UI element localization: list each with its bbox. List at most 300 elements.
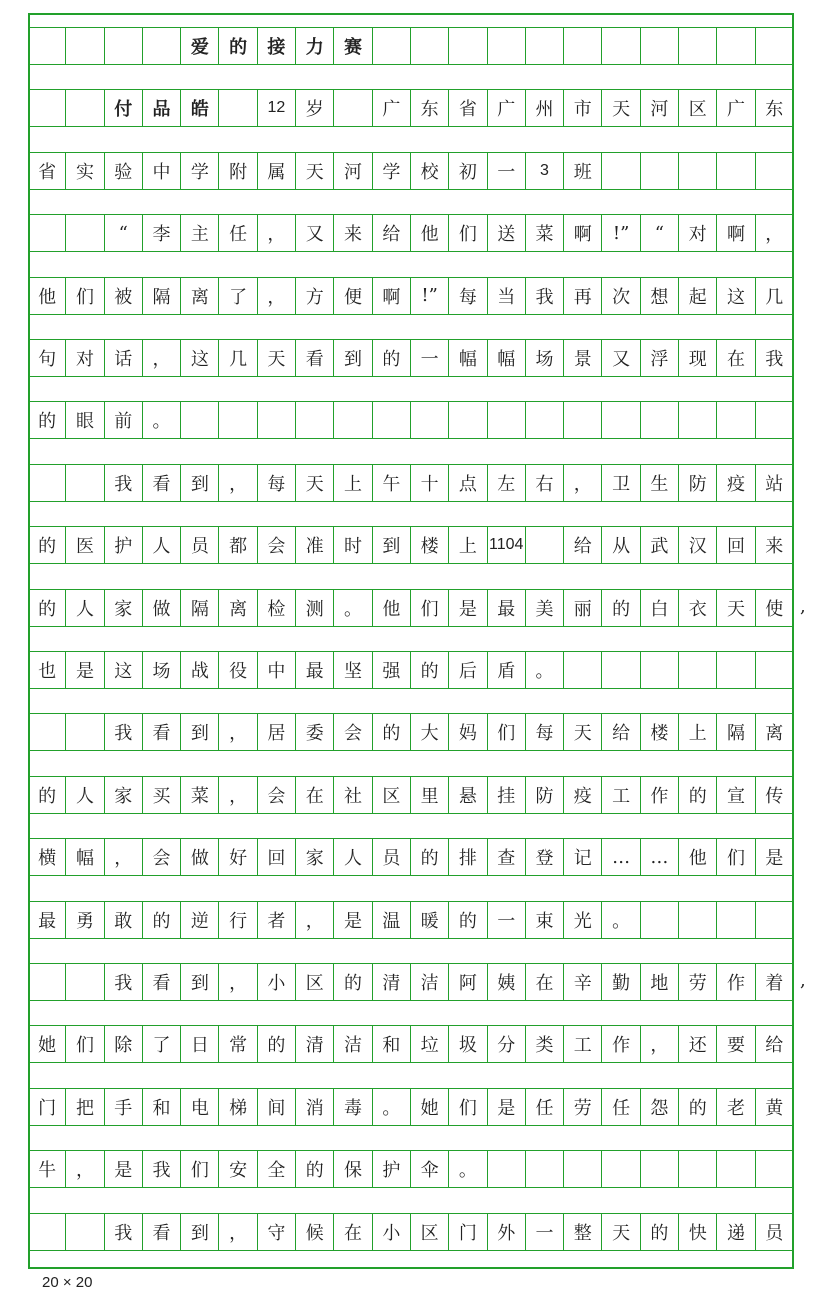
grid-cell: 垃 <box>411 1025 449 1063</box>
grid-cell: 老 <box>717 1088 755 1126</box>
grid-cell: 电 <box>181 1088 219 1126</box>
grid-cell: !” <box>411 277 449 315</box>
grid-cell <box>488 401 526 439</box>
grid-cell: 快 <box>679 1213 717 1251</box>
grid-cell <box>679 1150 717 1188</box>
grid-cell <box>641 651 679 689</box>
grid-cell: 省 <box>449 89 487 127</box>
grid-cell: 左 <box>488 464 526 502</box>
grid-cell: 姨 <box>488 963 526 1001</box>
grid-row <box>28 1088 794 1126</box>
grid-cell: 想 <box>641 277 679 315</box>
grid-cell: 品 <box>143 89 181 127</box>
grid-cell: 校 <box>411 152 449 190</box>
grid-cell: 中 <box>258 651 296 689</box>
grid-cell: 当 <box>488 277 526 315</box>
grid-cell: 是 <box>105 1150 143 1188</box>
grid-cell <box>641 27 679 65</box>
grid-cell: 洁 <box>411 963 449 1001</box>
grid-cell: 主 <box>181 214 219 252</box>
grid-cell: 家 <box>296 838 334 876</box>
grid-cell: 来 <box>756 526 794 564</box>
grid-cell: 看 <box>143 464 181 502</box>
grid-cell: 小 <box>258 963 296 1001</box>
grid-cell: 场 <box>526 339 564 377</box>
grid-cell <box>717 651 755 689</box>
grid-cell: 日 <box>181 1025 219 1063</box>
grid-cell: ， <box>641 1025 679 1063</box>
grid-cell: 区 <box>411 1213 449 1251</box>
grid-cell <box>526 401 564 439</box>
grid-cell <box>564 651 602 689</box>
grid-cell <box>756 651 794 689</box>
grid-cell: 回 <box>258 838 296 876</box>
grid-cell: 又 <box>602 339 640 377</box>
grid-cell <box>66 713 104 751</box>
grid-cell <box>526 27 564 65</box>
grid-cell: 保 <box>334 1150 372 1188</box>
grid-cell: 把 <box>66 1088 104 1126</box>
grid-cell: 中 <box>143 152 181 190</box>
grid-cell: 温 <box>373 901 411 939</box>
grid-cell: 排 <box>449 838 487 876</box>
grid-cell: 的 <box>373 339 411 377</box>
grid-cell: 间 <box>258 1088 296 1126</box>
grid-cell: 。 <box>449 1150 487 1188</box>
grid-cell: 区 <box>296 963 334 1001</box>
grid-cell <box>679 401 717 439</box>
grid-cell <box>602 401 640 439</box>
grid-cell: 外 <box>488 1213 526 1251</box>
grid-cell: 和 <box>143 1088 181 1126</box>
grid-cell: 来 <box>334 214 372 252</box>
grid-cell: 他 <box>411 214 449 252</box>
grid-cell: 们 <box>66 277 104 315</box>
grid-cell: 这 <box>105 651 143 689</box>
grid-cell: 楼 <box>641 713 679 751</box>
grid-row <box>28 589 794 627</box>
grid-cell: 人 <box>66 776 104 814</box>
grid-cell: 们 <box>449 1088 487 1126</box>
grid-cell: 的 <box>602 589 640 627</box>
grid-cell <box>28 1213 66 1251</box>
grid-cell: 做 <box>143 589 181 627</box>
grid-cell: 工 <box>602 776 640 814</box>
grid-cell: 做 <box>181 838 219 876</box>
grid-cell: 除 <box>105 1025 143 1063</box>
grid-cell: 悬 <box>449 776 487 814</box>
grid-cell: 景 <box>564 339 602 377</box>
grid-cell: 束 <box>526 901 564 939</box>
grid-cell: 被 <box>105 277 143 315</box>
grid-cell <box>66 89 104 127</box>
grid-cell: 递 <box>717 1213 755 1251</box>
grid-cell <box>411 27 449 65</box>
grid-cell: 的 <box>449 901 487 939</box>
grid-row <box>28 776 794 814</box>
grid-cell: 。 <box>143 401 181 439</box>
grid-cell: 登 <box>526 838 564 876</box>
grid-cell: “ <box>105 214 143 252</box>
grid-cell: 午 <box>373 464 411 502</box>
grid-cell: 班 <box>564 152 602 190</box>
grid-cell: 看 <box>143 1213 181 1251</box>
grid-cell <box>334 89 372 127</box>
grid-cell: 里 <box>411 776 449 814</box>
grid-cell: 还 <box>679 1025 717 1063</box>
grid-cell: 测 <box>296 589 334 627</box>
grid-cell: 使 <box>756 589 794 627</box>
grid-cell: 皓 <box>181 89 219 127</box>
grid-cell: 对 <box>66 339 104 377</box>
grid-cell: 到 <box>373 526 411 564</box>
grid-cell: 查 <box>488 838 526 876</box>
grid-cell <box>756 901 794 939</box>
grid-cell <box>526 1150 564 1188</box>
grid-cell: 的 <box>28 401 66 439</box>
grid-cell: 防 <box>679 464 717 502</box>
grid-cell <box>679 152 717 190</box>
grid-cell <box>143 27 181 65</box>
grid-cell: 。 <box>373 1088 411 1126</box>
grid-cell: 们 <box>717 838 755 876</box>
grid-cell: 离 <box>756 713 794 751</box>
grid-cell: 丽 <box>564 589 602 627</box>
grid-cell <box>679 651 717 689</box>
grid-cell: 幅 <box>488 339 526 377</box>
grid-cell <box>219 401 257 439</box>
grid-cell: !” <box>602 214 640 252</box>
grid-cell: … <box>641 838 679 876</box>
grid-cell: 这 <box>717 277 755 315</box>
grid-row <box>28 838 794 876</box>
grid-cell: 们 <box>488 713 526 751</box>
grid-cell: 广 <box>373 89 411 127</box>
grid-cell: 勤 <box>602 963 640 1001</box>
grid-cell: 眼 <box>66 401 104 439</box>
grid-size-label: 20 × 20 <box>42 1274 93 1291</box>
grid-cell: 每 <box>449 277 487 315</box>
grid-cell: 防 <box>526 776 564 814</box>
grid-cell: 的 <box>258 1025 296 1063</box>
grid-cell: 梯 <box>219 1088 257 1126</box>
grid-cell: 看 <box>296 339 334 377</box>
grid-cell: … <box>602 838 640 876</box>
grid-cell: 到 <box>334 339 372 377</box>
grid-cell: 几 <box>219 339 257 377</box>
grid-row <box>28 1150 794 1188</box>
grid-row <box>28 464 794 502</box>
grid-cell: 赛 <box>334 27 372 65</box>
grid-cell: 东 <box>756 89 794 127</box>
grid-cell: 我 <box>105 1213 143 1251</box>
grid-cell: 上 <box>679 713 717 751</box>
grid-cell: 幅 <box>449 339 487 377</box>
grid-cell <box>488 1150 526 1188</box>
grid-row <box>28 339 794 377</box>
grid-cell: 任 <box>526 1088 564 1126</box>
grid-cell: 疫 <box>717 464 755 502</box>
grid-cell: 到 <box>181 713 219 751</box>
grid-cell: 是 <box>449 589 487 627</box>
grid-cell: 上 <box>449 526 487 564</box>
grid-cell: 衣 <box>679 589 717 627</box>
grid-cell: 牛 <box>28 1150 66 1188</box>
grid-cell: 社 <box>334 776 372 814</box>
grid-cell <box>717 1150 755 1188</box>
grid-cell: 消 <box>296 1088 334 1126</box>
grid-row <box>28 27 794 65</box>
grid-cell: 类 <box>526 1025 564 1063</box>
grid-cell: 会 <box>258 776 296 814</box>
grid-row <box>28 89 794 127</box>
grid-cell: 作 <box>602 1025 640 1063</box>
grid-cell: 洁 <box>334 1025 372 1063</box>
grid-cell: 的 <box>411 838 449 876</box>
grid-cell: 的 <box>296 1150 334 1188</box>
grid-cell <box>28 963 66 1001</box>
grid-cell: 12 <box>258 89 296 127</box>
grid-cell: 李 <box>143 214 181 252</box>
grid-cell <box>756 27 794 65</box>
grid-cell: 会 <box>258 526 296 564</box>
grid-cell <box>526 526 564 564</box>
grid-cell: 又 <box>296 214 334 252</box>
grid-cell: 最 <box>488 589 526 627</box>
grid-cell: ， <box>258 277 296 315</box>
grid-cell: 们 <box>449 214 487 252</box>
grid-cell: 劳 <box>679 963 717 1001</box>
grid-cell: 生 <box>641 464 679 502</box>
grid-cell <box>756 152 794 190</box>
grid-cell: 小 <box>373 1213 411 1251</box>
grid-cell: 家 <box>105 776 143 814</box>
grid-cell: 会 <box>143 838 181 876</box>
grid-cell: 隔 <box>717 713 755 751</box>
grid-cell: 送 <box>488 214 526 252</box>
grid-cell: 汉 <box>679 526 717 564</box>
grid-cell: 的 <box>219 27 257 65</box>
grid-cell: 天 <box>564 713 602 751</box>
grid-cell: ， <box>219 464 257 502</box>
grid-cell: 话 <box>105 339 143 377</box>
grid-cell: 是 <box>66 651 104 689</box>
grid-cell: 菜 <box>181 776 219 814</box>
grid-cell: 白 <box>641 589 679 627</box>
grid-row <box>28 651 794 689</box>
grid-cell <box>181 401 219 439</box>
grid-cell: 坚 <box>334 651 372 689</box>
grid-cell: 清 <box>373 963 411 1001</box>
grid-cell: 后 <box>449 651 487 689</box>
grid-cell: 岁 <box>296 89 334 127</box>
grid-cell: 怨 <box>641 1088 679 1126</box>
grid-cell: 学 <box>373 152 411 190</box>
grid-cell: ， <box>756 214 794 252</box>
grid-cell: ， <box>296 901 334 939</box>
grid-cell: 圾 <box>449 1025 487 1063</box>
grid-cell: 天 <box>296 464 334 502</box>
margin-comma-1: , <box>800 596 806 617</box>
grid-cell <box>28 713 66 751</box>
grid-cell <box>296 401 334 439</box>
grid-cell: 她 <box>411 1088 449 1126</box>
grid-cell: 到 <box>181 963 219 1001</box>
grid-cell: 啊 <box>717 214 755 252</box>
grid-cell: 盾 <box>488 651 526 689</box>
grid-cell: 验 <box>105 152 143 190</box>
grid-cell: 天 <box>602 1213 640 1251</box>
grid-cell <box>28 27 66 65</box>
grid-cell <box>411 401 449 439</box>
grid-cell: 挂 <box>488 776 526 814</box>
grid-cell: 美 <box>526 589 564 627</box>
grid-cell: 区 <box>373 776 411 814</box>
grid-cell: 现 <box>679 339 717 377</box>
grid-cell: 光 <box>564 901 602 939</box>
grid-cell: 附 <box>219 152 257 190</box>
grid-cell: 的 <box>679 776 717 814</box>
grid-cell <box>373 401 411 439</box>
grid-cell: 的 <box>373 713 411 751</box>
grid-cell: 爱 <box>181 27 219 65</box>
grid-cell: 分 <box>488 1025 526 1063</box>
grid-cell: 好 <box>219 838 257 876</box>
grid-cell: 了 <box>219 277 257 315</box>
grid-cell: 他 <box>373 589 411 627</box>
grid-cell: 们 <box>181 1150 219 1188</box>
grid-cell: 离 <box>219 589 257 627</box>
grid-cell: 卫 <box>602 464 640 502</box>
grid-cell: 再 <box>564 277 602 315</box>
grid-cell: 时 <box>334 526 372 564</box>
grid-cell: 准 <box>296 526 334 564</box>
grid-cell: 工 <box>564 1025 602 1063</box>
grid-cell: 3 <box>526 152 564 190</box>
grid-cell: 者 <box>258 901 296 939</box>
grid-cell: 大 <box>411 713 449 751</box>
grid-cell <box>641 152 679 190</box>
grid-cell: 看 <box>143 963 181 1001</box>
grid-cell: 是 <box>756 838 794 876</box>
grid-cell: 整 <box>564 1213 602 1251</box>
grid-cell: 候 <box>296 1213 334 1251</box>
grid-cell: 传 <box>756 776 794 814</box>
grid-cell: 离 <box>181 277 219 315</box>
grid-cell: 手 <box>105 1088 143 1126</box>
grid-row <box>28 214 794 252</box>
grid-cell: 劳 <box>564 1088 602 1126</box>
grid-cell: 地 <box>641 963 679 1001</box>
grid-cell: ， <box>564 464 602 502</box>
grid-cell <box>373 27 411 65</box>
grid-cell: 河 <box>641 89 679 127</box>
grid-cell: 我 <box>105 713 143 751</box>
grid-cell <box>66 1213 104 1251</box>
grid-cell: 最 <box>28 901 66 939</box>
grid-cell: 员 <box>181 526 219 564</box>
grid-cell: 回 <box>717 526 755 564</box>
grid-cell: ， <box>219 1213 257 1251</box>
grid-cell: 每 <box>526 713 564 751</box>
grid-cell <box>641 901 679 939</box>
grid-cell: 他 <box>28 277 66 315</box>
grid-cell: 天 <box>717 589 755 627</box>
grid-cell: 清 <box>296 1025 334 1063</box>
grid-cell <box>564 401 602 439</box>
grid-cell: 委 <box>296 713 334 751</box>
grid-row <box>28 152 794 190</box>
grid-cell: 起 <box>679 277 717 315</box>
grid-cell: 常 <box>219 1025 257 1063</box>
grid-cell: 人 <box>143 526 181 564</box>
grid-cell: 隔 <box>181 589 219 627</box>
grid-row <box>28 277 794 315</box>
grid-row <box>28 901 794 939</box>
grid-cell: 人 <box>66 589 104 627</box>
grid-cell <box>66 963 104 1001</box>
grid-cell: 员 <box>756 1213 794 1251</box>
grid-cell: 是 <box>488 1088 526 1126</box>
grid-cell <box>756 1150 794 1188</box>
grid-cell: 护 <box>105 526 143 564</box>
grid-cell: 在 <box>296 776 334 814</box>
grid-row <box>28 713 794 751</box>
grid-cell: 一 <box>526 1213 564 1251</box>
grid-cell <box>28 214 66 252</box>
grid-cell: 宣 <box>717 776 755 814</box>
grid-cell <box>717 27 755 65</box>
grid-cell: ， <box>143 339 181 377</box>
grid-cell: 买 <box>143 776 181 814</box>
grid-cell: 在 <box>717 339 755 377</box>
grid-cell: 要 <box>717 1025 755 1063</box>
grid-cell: 初 <box>449 152 487 190</box>
grid-cell: 的 <box>679 1088 717 1126</box>
grid-cell <box>334 401 372 439</box>
grid-cell: 广 <box>488 89 526 127</box>
grid-cell: 广 <box>717 89 755 127</box>
grid-cell: ， <box>219 963 257 1001</box>
grid-cell: 前 <box>105 401 143 439</box>
grid-cell: 接 <box>258 27 296 65</box>
grid-cell: 从 <box>602 526 640 564</box>
grid-cell: 十 <box>411 464 449 502</box>
grid-cell <box>602 152 640 190</box>
grid-cell: 一 <box>411 339 449 377</box>
grid-cell: 全 <box>258 1150 296 1188</box>
grid-cell: 人 <box>334 838 372 876</box>
grid-cell: 强 <box>373 651 411 689</box>
grid-cell: 在 <box>526 963 564 1001</box>
grid-cell: 到 <box>181 1213 219 1251</box>
grid-cell: 任 <box>602 1088 640 1126</box>
grid-cell: 了 <box>143 1025 181 1063</box>
grid-cell <box>641 1150 679 1188</box>
grid-cell: 一 <box>488 152 526 190</box>
grid-cell: 菜 <box>526 214 564 252</box>
grid-cell <box>717 401 755 439</box>
grid-cell: 们 <box>411 589 449 627</box>
margin-comma-2: , <box>800 970 806 991</box>
grid-cell: 区 <box>679 89 717 127</box>
grid-cell: 1104 <box>488 526 526 564</box>
grid-cell: 毒 <box>334 1088 372 1126</box>
grid-cell: 黄 <box>756 1088 794 1126</box>
grid-cell: 员 <box>373 838 411 876</box>
grid-cell: 到 <box>181 464 219 502</box>
grid-cell: 的 <box>641 1213 679 1251</box>
